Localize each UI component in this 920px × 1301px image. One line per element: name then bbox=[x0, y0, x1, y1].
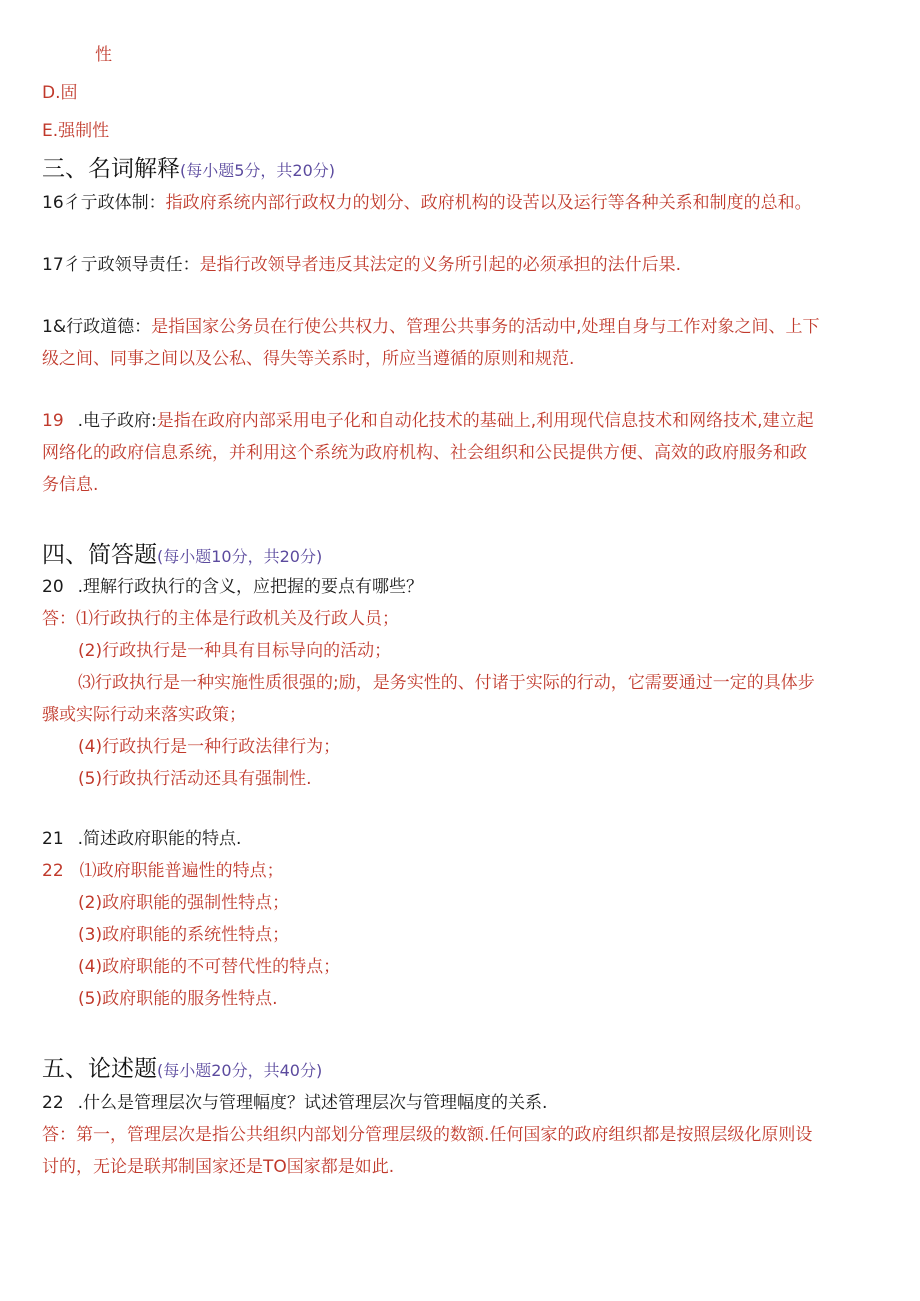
q16-line bbox=[42, 192, 812, 214]
section-4-title: 四、简答题 bbox=[42, 542, 157, 568]
q19-definition-1: 是指在政府内部采用电子化和自动化技术的基础上,利用现代信息技术和网络技术,建立起 bbox=[156, 411, 814, 431]
a20-item-2: (2)行政执行是一种具有目标导向的活动； bbox=[78, 641, 392, 661]
section-3-title: 三、名词解释 bbox=[42, 156, 180, 182]
a20-item-3a: ⑶行政执行是一种实施性质很强的;励，是务实性的、付诸于实际的行动，它需要通过一定的具体步 bbox=[78, 673, 815, 693]
option-c-tail: 性 bbox=[95, 45, 112, 65]
a21-item-4: (4)政府职能的不可替代性的特点； bbox=[78, 957, 341, 977]
a22-line-2: 讨的，无论是联邦制国家还是TO国家都是如此. bbox=[42, 1157, 395, 1177]
q18-line-1 bbox=[42, 316, 819, 338]
q19-term: .电子政府: bbox=[77, 411, 157, 431]
q22-text: .什么是管理层次与管理幅度？试述管理层次与管理幅度的关系. bbox=[77, 1093, 548, 1113]
a20-item-5: (5)行政执行活动还具有强制性. bbox=[78, 769, 312, 789]
q22-number: 22 bbox=[42, 1093, 64, 1113]
q17-line bbox=[42, 254, 681, 276]
q20-number: 20 bbox=[42, 577, 64, 597]
a22-line-1: 答：第一，管理层次是指公共组织内部划分管理层级的数额.任何国家的政府组织都是按照层级化原则设 bbox=[42, 1125, 813, 1145]
q16-term: 16彳亍政体制： bbox=[42, 193, 166, 213]
section-5-score: (每小题20分，共40分) bbox=[157, 1061, 323, 1080]
q16-definition: 指政府系统内部行政权力的划分、政府机构的设苦以及运行等各种关系和制度的总和。 bbox=[165, 193, 812, 213]
q18-definition-1: 是指国家公务员在行使公共权力、管理公共事务的活动中,处理自身与工作对象之间、上下 bbox=[151, 317, 820, 337]
q17-definition: 是指行改领导者违反其法定的义务所引起的必须承担的法什后果. bbox=[199, 255, 682, 275]
q20-text: .理解行政执行的含义，应把握的要点有哪些？ bbox=[77, 577, 424, 597]
option-d: D.固 bbox=[42, 83, 78, 103]
q20-line bbox=[42, 576, 423, 598]
q19-definition-2: 网络化的政府信息系统，并利用这个系统为政府机构、社会组织和公民提供方便、高效的政府服务和政 bbox=[42, 443, 807, 463]
a21-line-1 bbox=[42, 860, 284, 882]
section-5-heading bbox=[42, 1054, 322, 1086]
a21-item-3: (3)政府职能的系统性特点； bbox=[78, 925, 290, 945]
a21-number: 22 bbox=[42, 861, 64, 881]
a21-item-2: (2)政府职能的强制性特点； bbox=[78, 893, 290, 913]
q17-term: 17彳亍政领导责任： bbox=[42, 255, 200, 275]
a20-item-4: (4)行政执行是一种行政法律行为； bbox=[78, 737, 341, 757]
q21-number: 21 bbox=[42, 829, 64, 849]
a21-item-1: ⑴政府职能普遍性的特点； bbox=[79, 861, 284, 881]
q18-definition-2: 级之间、同事之间以及公私、得失等关系时，所应当遵循的原则和规范. bbox=[42, 349, 575, 369]
q18-term: 1&行政道德： bbox=[42, 317, 152, 337]
q19-line-1 bbox=[42, 410, 814, 432]
q21-line bbox=[42, 828, 241, 850]
section-3-score: (每小题5分，共20分) bbox=[180, 161, 336, 180]
a20-item-3b: 骤或实际行动来落实政策； bbox=[42, 705, 246, 725]
section-4-score: (每小题10分，共20分) bbox=[157, 547, 323, 566]
a21-item-5: (5)政府职能的服务性特点. bbox=[78, 989, 278, 1009]
q22-line bbox=[42, 1092, 547, 1114]
q19-definition-3: 务信息. bbox=[42, 475, 99, 495]
option-e: E.强制性 bbox=[42, 121, 110, 141]
section-4-heading bbox=[42, 540, 322, 572]
section-5-title: 五、论述题 bbox=[42, 1056, 157, 1082]
q21-text: .简述政府职能的特点. bbox=[77, 829, 242, 849]
a20-item-1: 答：⑴行政执行的主体是行政机关及行政人员； bbox=[42, 609, 399, 629]
section-3-heading bbox=[42, 154, 335, 186]
q19-number: 19 bbox=[42, 411, 64, 431]
